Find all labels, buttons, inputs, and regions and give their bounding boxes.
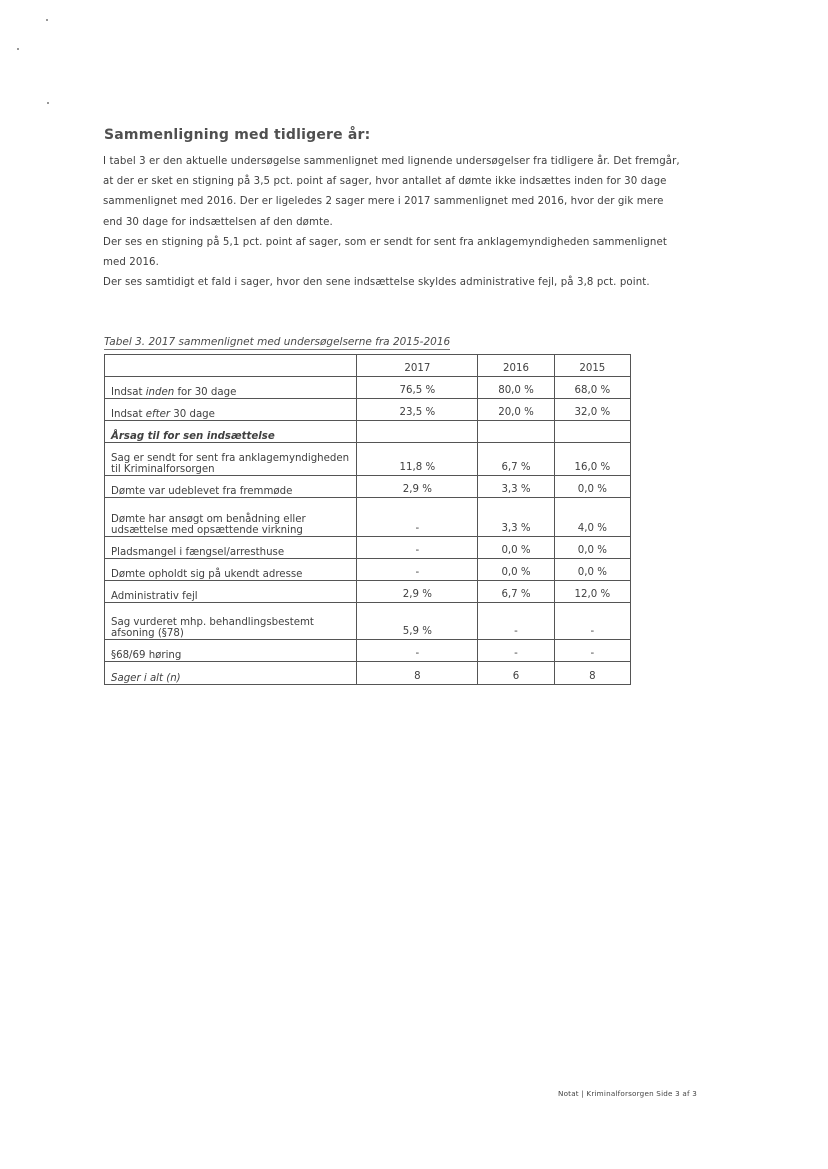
table-total-row	[105, 662, 631, 685]
cell-2015: 32,0 %	[554, 399, 630, 421]
table-section-row	[105, 421, 631, 443]
table-row	[105, 377, 631, 399]
body-text	[103, 152, 683, 293]
row-label-text: Indsat	[111, 409, 146, 420]
cell-2015: -	[554, 640, 630, 662]
row-label: Pladsmangel i fængsel/arresthuse	[105, 537, 357, 559]
table-row	[105, 581, 631, 603]
cell-2016: 6,7 %	[478, 581, 554, 603]
cell-2016: 80,0 %	[478, 377, 554, 399]
table-header-row	[105, 355, 631, 377]
cell-2015: 12,0 %	[554, 581, 630, 603]
scan-speck	[47, 102, 49, 104]
cell-2017: 11,8 %	[357, 443, 478, 476]
table-caption: Tabel 3. 2017 sammenlignet med undersøgelserne fra 2015-2016	[104, 336, 451, 348]
row-label: Dømte opholdt sig på ukendt adresse	[105, 559, 357, 581]
row-label	[105, 399, 357, 421]
paragraph: I tabel 3 er den aktuelle undersøgelse sammenlignet med lignende undersøgelser fra tidligere år. Det fremgår, at der er sket en stigning på 3,5 pct. point af sager, hvor antallet af dømte ikke indsættes inden for 30 dage sammenlignet med 2016. Der er ligeledes 2 sager mere i 2017 sammenlignet med 2016, hvor der gik mere end 30 dage for indsættelsen af den dømte.	[103, 156, 680, 228]
cell-2016: 6	[478, 662, 554, 685]
row-label: Dømte har ansøgt om benådning eller udsættelse med opsættende virkning	[105, 498, 357, 537]
cell-2015	[554, 421, 630, 443]
row-label-text: for 30 dage	[174, 387, 237, 398]
cell-2016: 3,3 %	[478, 498, 554, 537]
section-label: Årsag til for sen indsættelse	[105, 421, 357, 443]
table-row	[105, 603, 631, 640]
paragraph: Der ses en stigning på 5,1 pct. point af sager, som er sendt for sent fra anklagemyndigheden sammenlignet med 2016.	[103, 236, 667, 269]
cell-2016: 3,3 %	[478, 476, 554, 498]
table-row	[105, 399, 631, 421]
row-label-emphasis: efter	[145, 409, 171, 420]
cell-2015: 68,0 %	[554, 377, 630, 399]
section-heading: Sammenligning med tidligere år:	[104, 127, 371, 143]
row-label: §68/69 høring	[105, 640, 357, 662]
column-header-2017: 2017	[357, 355, 478, 377]
cell-2016: 20,0 %	[478, 399, 554, 421]
table-row	[105, 443, 631, 476]
cell-2015: 4,0 %	[554, 498, 630, 537]
total-label: Sager i alt (n)	[105, 662, 357, 685]
row-label	[105, 377, 357, 399]
cell-2015: 8	[554, 662, 630, 685]
row-label: Administrativ fejl	[105, 581, 357, 603]
cell-2016: 6,7 %	[478, 443, 554, 476]
table-row	[105, 476, 631, 498]
row-label: Dømte var udeblevet fra fremmøde	[105, 476, 357, 498]
cell-2017: 8	[357, 662, 478, 685]
cell-2016: -	[478, 603, 554, 640]
cell-2017: 23,5 %	[357, 399, 478, 421]
table-row	[105, 559, 631, 581]
cell-2017: -	[357, 559, 478, 581]
row-label-emphasis: inden	[145, 387, 175, 398]
scan-speck	[46, 19, 48, 21]
cell-2017: 76,5 %	[357, 377, 478, 399]
table-row	[105, 640, 631, 662]
cell-2015: 0,0 %	[554, 476, 630, 498]
header-empty-cell	[105, 355, 357, 377]
cell-2016	[478, 421, 554, 443]
page-footer: Notat | Kriminalforsorgen Side 3 af 3	[558, 1089, 697, 1098]
cell-2017: -	[357, 498, 478, 537]
row-label-text: 30 dage	[170, 409, 215, 420]
column-header-2016: 2016	[478, 355, 554, 377]
cell-2016: 0,0 %	[478, 559, 554, 581]
table-row	[105, 498, 631, 537]
comparison-table	[104, 354, 631, 685]
row-label: Sag vurderet mhp. behandlingsbestemt afsoning (§78)	[105, 603, 357, 640]
paragraph: Der ses samtidigt et fald i sager, hvor den sene indsættelse skyldes administrative fejl, på 3,8 pct. point.	[103, 277, 650, 289]
cell-2017: -	[357, 640, 478, 662]
column-header-2015: 2015	[554, 355, 630, 377]
cell-2017: 2,9 %	[357, 581, 478, 603]
row-label: Sag er sendt for sent fra anklagemyndigheden til Kriminalforsorgen	[105, 443, 357, 476]
cell-2015: 0,0 %	[554, 537, 630, 559]
cell-2015: 0,0 %	[554, 559, 630, 581]
cell-2017	[357, 421, 478, 443]
table-row	[105, 537, 631, 559]
cell-2017: 5,9 %	[357, 603, 478, 640]
cell-2015: 16,0 %	[554, 443, 630, 476]
cell-2017: 2,9 %	[357, 476, 478, 498]
row-label-text: Indsat	[111, 387, 146, 398]
cell-2016: 0,0 %	[478, 537, 554, 559]
cell-2016: -	[478, 640, 554, 662]
cell-2017: -	[357, 537, 478, 559]
scan-speck	[17, 48, 19, 50]
cell-2015: -	[554, 603, 630, 640]
